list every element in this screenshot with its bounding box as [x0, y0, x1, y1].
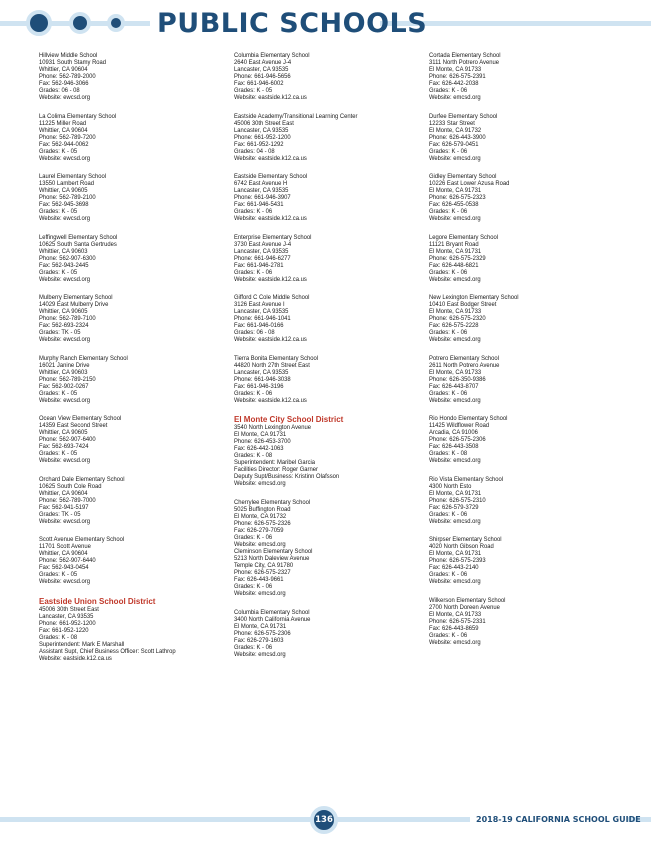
entry-line: Website: eastside.k12.ca.us: [39, 654, 112, 662]
entry-line: Fax: 626-443-8659: [429, 624, 479, 632]
entry-line: 6742 East Avenue H: [234, 180, 288, 188]
entry-line: 5025 Buffington Road: [234, 505, 291, 513]
entry-line: 3540 North Lexington Avenue: [234, 424, 312, 432]
entry-line: Website: ewcsd.org: [39, 154, 91, 162]
entry-line: Cherrylee Elementary School: [234, 498, 311, 506]
entry-line: Gidley Elementary School: [429, 173, 497, 181]
school-entry: [39, 536, 234, 585]
page-number: 136: [315, 815, 333, 825]
entry-line: Fax: 626-443-2140: [429, 564, 479, 572]
school-entry: [234, 52, 429, 101]
entry-line: Grades: K - 08: [429, 450, 468, 458]
entry-line: Ocean View Elementary School: [39, 415, 122, 423]
entry-line: Whittier, CA 90603: [39, 368, 88, 376]
entry-line: Website: ewcsd.org: [39, 578, 91, 586]
entry-line: Leffingwell Elementary School: [39, 233, 118, 241]
entry-line: Whittier, CA 90604: [39, 126, 88, 134]
entry-line: Grades: K - 06: [429, 268, 468, 276]
entry-line: 11701 Scott Avenue: [39, 543, 91, 551]
entry-line: Grades: K - 06: [234, 583, 273, 591]
entry-line: 44820 North 27th Street East: [234, 361, 310, 369]
entry-line: Website: emcsd.org: [429, 578, 481, 586]
entry-line: Potrero Elementary School: [429, 354, 499, 362]
entry-line: Lancaster, CA 93535: [234, 66, 289, 74]
header-dot-medium: [69, 12, 91, 34]
entry-line: Fax: 661-946-0166: [234, 322, 284, 330]
entry-line: Phone: 562-907-6400: [39, 436, 96, 444]
school-entry: [429, 113, 624, 162]
entry-line: Website: eastside.k12.ca.us: [234, 154, 307, 162]
entry-line: Arcadia, CA 91006: [429, 429, 478, 437]
entry-line: 10410 East Bodger Street: [429, 301, 497, 309]
school-entry: [234, 234, 429, 283]
entry-line: Phone: 626-575-2391: [429, 73, 486, 81]
entry-line: Phone: 661-946-3038: [234, 375, 291, 383]
entry-line: Scott Avenue Elementary School: [39, 536, 125, 544]
entry-line: Phone: 562-907-6440: [39, 557, 96, 565]
entry-line: Website: ewcsd.org: [39, 396, 91, 404]
entry-line: Phone: 626-350-9386: [429, 375, 486, 383]
entry-line: El Monte, CA 91731: [429, 550, 482, 558]
entry-line: Cortada Elementary School: [429, 52, 501, 59]
entry-line: Website: ewcsd.org: [39, 336, 91, 344]
entry-line: Legore Elementary School: [429, 233, 499, 241]
entry-line: Phone: 626-575-2310: [429, 496, 486, 504]
entry-line: Fax: 626-579-0451: [429, 140, 479, 148]
school-entry: [234, 294, 429, 343]
entry-line: Phone: 626-575-2306: [429, 436, 486, 444]
entry-line: Deputy Supt/Business: Kristinn Olafsson: [234, 473, 340, 481]
entry-line: Website: emcsd.org: [429, 457, 481, 465]
entry-line: Phone: 661-946-6277: [234, 254, 291, 262]
entry-line: Grades: K - 06: [429, 571, 468, 579]
school-entry: [39, 294, 234, 343]
entry-line: Fax: 626-279-1603: [234, 636, 284, 644]
entry-line: Fax: 562-943-2445: [39, 261, 89, 269]
entry-line: Rio Vista Elementary School: [429, 475, 504, 483]
entry-line: Phone: 626-575-2327: [234, 569, 291, 577]
entry-line: Phone: 626-575-2323: [429, 194, 486, 202]
entry-line: Grades: K - 06: [429, 631, 468, 639]
entry-line: Lancaster, CA 93535: [234, 368, 289, 376]
entry-line: Eastside Academy/Transitional Learning Center: [234, 112, 358, 120]
entry-line: Grades: K - 06: [234, 389, 273, 397]
entry-line: Durfee Elementary School: [429, 112, 498, 120]
entry-line: 11121 Bryant Road: [429, 240, 479, 248]
entry-line: Phone: 562-789-7000: [39, 496, 96, 504]
entry-line: Fax: 562-945-3698: [39, 201, 89, 209]
entry-line: Website: emcsd.org: [429, 154, 481, 162]
entry-line: Fax: 626-579-3729: [429, 503, 479, 511]
entry-line: Fax: 626-279-7059: [234, 526, 284, 534]
entry-line: Website: emcsd.org: [429, 396, 481, 404]
school-entry: [39, 173, 234, 222]
entry-line: Shirpser Elementary School: [429, 536, 502, 544]
entry-line: Rio Hondo Elementary School: [429, 415, 508, 423]
entry-line: Fax: 562-693-2324: [39, 322, 89, 330]
entry-line: 2700 North Doreen Avenue: [429, 603, 500, 611]
entry-line: Grades: TK - 05: [39, 329, 81, 337]
entry-line: Website: ewcsd.org: [39, 517, 91, 525]
entry-line: 11225 Miller Road: [39, 119, 87, 127]
entry-line: Lancaster, CA 93535: [234, 308, 289, 316]
entry-line: Fax: 626-442-2038: [429, 80, 479, 88]
entry-line: Fax: 562-943-0454: [39, 564, 89, 572]
entry-line: Website: eastside.k12.ca.us: [234, 336, 307, 344]
entry-line: Phone: 562-789-7100: [39, 315, 96, 323]
school-entry: [429, 52, 624, 101]
entry-line: Grades: K - 06: [429, 510, 468, 518]
entry-line: El Monte, CA 91731: [234, 622, 287, 630]
entry-line: Website: emcsd.org: [429, 517, 481, 525]
entry-line: Grades: K - 08: [234, 452, 273, 460]
entry-line: 10226 East Lower Azusa Road: [429, 180, 510, 188]
directory-column-1: [39, 52, 234, 673]
entry-line: Website: eastside.k12.ca.us: [234, 215, 307, 223]
header-dot-large: [26, 10, 52, 36]
entry-line: El Monte, CA 91731: [429, 187, 482, 195]
entry-line: Phone: 626-575-2306: [234, 629, 291, 637]
entry-line: Fax: 626-443-8707: [429, 382, 479, 390]
entry-line: Grades: K - 06: [234, 643, 273, 651]
entry-line: 14359 East Second Street: [39, 422, 108, 430]
entry-line: 45006 30th Street East: [39, 605, 99, 613]
entry-line: Phone: 661-952-1200: [39, 619, 96, 627]
school-entry: [234, 609, 429, 658]
entry-line: Website: ewcsd.org: [39, 215, 91, 223]
entry-line: Wilkerson Elementary School: [429, 596, 506, 604]
entry-line: 16021 Janine Drive: [39, 361, 90, 369]
entry-line: Fax: 661-946-6002: [234, 80, 284, 88]
entry-line: Phone: 562-789-7200: [39, 133, 96, 141]
entry-line: Lancaster, CA 93535: [234, 126, 289, 134]
entry-line: Website: eastside.k12.ca.us: [234, 396, 307, 404]
entry-line: Phone: 626-575-2320: [429, 315, 486, 323]
school-entry: [39, 113, 234, 162]
entry-line: Grades: 06 - 08: [39, 87, 80, 95]
entry-line: 5213 North Daleview Avenue: [234, 555, 310, 563]
entry-line: Grades: K - 05: [39, 208, 78, 216]
entry-line: Murphy Ranch Elementary School: [39, 354, 128, 362]
entry-line: Grades: K - 08: [39, 633, 78, 641]
entry-line: Website: ewcsd.org: [39, 275, 91, 283]
entry-line: Fax: 661-952-1292: [234, 140, 284, 148]
entry-line: Fax: 661-946-2781: [234, 261, 284, 269]
entry-line: Hillview Middle School: [39, 52, 98, 59]
entry-line: New Lexington Elementary School: [429, 294, 519, 302]
entry-line: Grades: K - 06: [234, 208, 273, 216]
entry-line: Columbia Elementary School: [234, 608, 310, 616]
entry-line: Phone: 626-443-3900: [429, 133, 486, 141]
entry-line: Temple City, CA 91780: [234, 562, 294, 570]
entry-line: Grades: K - 05: [234, 87, 273, 95]
school-entry: [429, 415, 624, 464]
entry-line: Mulberry Elementary School: [39, 294, 113, 302]
entry-line: Eastside Elementary School: [234, 173, 308, 181]
school-entry: [234, 355, 429, 404]
entry-line: Website: eastside.k12.ca.us: [234, 94, 307, 102]
entry-line: Orchard Dale Elementary School: [39, 475, 125, 483]
school-entry: [429, 536, 624, 585]
entry-line: Whittier, CA 90604: [39, 550, 88, 558]
entry-line: Whittier, CA 90605: [39, 429, 88, 437]
entry-line: 45006 30th Street East: [234, 119, 294, 127]
district-name: Eastside Union School District: [39, 596, 156, 606]
header-dot-small: [107, 14, 125, 32]
entry-line: Fax: 562-693-7424: [39, 443, 89, 451]
school-entry: [429, 597, 624, 646]
entry-line: 10931 South Stamy Road: [39, 59, 107, 67]
entry-line: Website: emcsd.org: [429, 94, 481, 102]
entry-line: Fax: 626-575-2228: [429, 322, 479, 330]
entry-line: 3126 East Avenue I: [234, 301, 285, 309]
entry-line: Whittier, CA 90604: [39, 489, 88, 497]
entry-line: Website: ewcsd.org: [39, 457, 91, 465]
school-entry: [429, 355, 624, 404]
entry-line: Fax: 661-946-5431: [234, 201, 284, 209]
entry-line: Tierra Bonita Elementary School: [234, 354, 319, 362]
entry-line: 2611 North Potrero Avenue: [429, 361, 500, 369]
entry-line: Website: emcsd.org: [429, 215, 481, 223]
school-entry: [39, 52, 234, 101]
entry-line: El Monte, CA 91733: [429, 610, 482, 618]
entry-line: Lancaster, CA 93535: [234, 187, 289, 195]
entry-line: Phone: 626-575-2393: [429, 557, 486, 565]
entry-line: Phone: 661-946-5656: [234, 73, 291, 81]
entry-line: El Monte, CA 91731: [234, 431, 287, 439]
entry-line: Lancaster, CA 93535: [39, 612, 94, 620]
entry-line: Grades: K - 06: [234, 533, 273, 541]
entry-line: Fax: 562-902-0267: [39, 382, 89, 390]
school-entry: [39, 476, 234, 525]
entry-line: Lancaster, CA 93535: [234, 247, 289, 255]
school-entry: [234, 173, 429, 222]
entry-line: Grades: K - 06: [234, 268, 273, 276]
entry-line: 3400 North California Avenue: [234, 615, 311, 623]
page-title: PUBLIC SCHOOLS: [157, 8, 428, 39]
entry-line: Grades: K - 06: [429, 147, 468, 155]
entry-line: Grades: K - 05: [39, 571, 78, 579]
entry-line: Gifford C Cole Middle School: [234, 294, 310, 302]
entry-line: Phone: 661-946-3907: [234, 194, 291, 202]
entry-line: 4300 North Esto: [429, 482, 472, 490]
school-entry: [39, 415, 234, 464]
district-entry: [234, 415, 429, 487]
entry-line: Phone: 661-952-1200: [234, 133, 291, 141]
entry-line: Website: emcsd.org: [429, 638, 481, 646]
entry-line: 14029 East Mulberry Drive: [39, 301, 109, 309]
entry-line: Fax: 562-946-3066: [39, 80, 89, 88]
entry-line: El Monte, CA 91731: [429, 247, 482, 255]
entry-line: Grades: K - 05: [39, 450, 78, 458]
entry-line: Phone: 626-575-2326: [234, 519, 291, 527]
entry-line: Enterprise Elementary School: [234, 233, 312, 241]
entry-line: Phone: 562-907-6300: [39, 254, 96, 262]
entry-line: Fax: 562-944-0062: [39, 140, 89, 148]
entry-line: Grades: K - 05: [39, 268, 78, 276]
entry-line: Fax: 661-952-1220: [39, 626, 89, 634]
entry-line: Website: emcsd.org: [234, 480, 286, 488]
entry-line: El Monte, CA 91732: [429, 126, 482, 134]
entry-line: 10625 South Cole Road: [39, 482, 102, 490]
school-entry: [429, 476, 624, 525]
entry-line: 10625 South Santa Gertrudes: [39, 240, 117, 248]
entry-line: Fax: 562-941-5197: [39, 503, 89, 511]
entry-line: Phone: 562-789-2100: [39, 194, 96, 202]
district-entry: [39, 597, 234, 662]
entry-line: Fax: 626-443-3508: [429, 443, 479, 451]
entry-line: Fax: 626-443-9661: [234, 576, 284, 584]
entry-line: Website: eastside.k12.ca.us: [234, 275, 307, 283]
entry-line: Fax: 626-448-6821: [429, 261, 479, 269]
school-entry: [429, 294, 624, 343]
entry-line: 12233 Star Street: [429, 119, 475, 127]
entry-line: Fax: 626-442-1063: [234, 445, 284, 453]
entry-line: Phone: 626-575-2331: [429, 617, 486, 625]
entry-line: Fax: 626-455-0538: [429, 201, 479, 209]
guide-title: 2018-19 CALIFORNIA SCHOOL GUIDE: [476, 815, 641, 824]
entry-line: El Monte, CA 91733: [429, 368, 482, 376]
entry-line: Whittier, CA 90605: [39, 187, 88, 195]
entry-line: Grades: 04 - 08: [234, 147, 275, 155]
entry-line: Superintendent: Mark E Marshall: [39, 640, 125, 648]
entry-line: Website: ewcsd.org: [39, 94, 91, 102]
entry-line: El Monte, CA 91733: [429, 308, 482, 316]
entry-line: El Monte, CA 91731: [429, 489, 482, 497]
entry-line: Columbia Elementary School: [234, 52, 310, 59]
school-entry: [234, 499, 429, 598]
entry-line: Grades: K - 06: [429, 208, 468, 216]
entry-line: Whittier, CA 90605: [39, 308, 88, 316]
entry-line: Laurel Elementary School: [39, 173, 107, 181]
entry-line: Fax: 661-946-3196: [234, 382, 284, 390]
entry-line: Phone: 626-575-2329: [429, 254, 486, 262]
entry-line: Facilities Director: Roger Garner: [234, 466, 318, 474]
entry-line: Phone: 661-946-1041: [234, 315, 291, 323]
school-entry: [429, 234, 624, 283]
entry-line: Website: emcsd.org: [429, 336, 481, 344]
school-entry: [39, 355, 234, 404]
entry-line: 2640 East Avenue J-4: [234, 59, 292, 67]
entry-line: 3730 East Avenue J-4: [234, 240, 292, 248]
entry-line: Website: emcsd.org: [234, 540, 286, 548]
entry-line: Phone: 562-789-2150: [39, 375, 96, 383]
entry-line: El Monte, CA 91732: [234, 512, 287, 520]
entry-line: Website: emcsd.org: [234, 590, 286, 598]
school-entry: [39, 234, 234, 283]
entry-line: Phone: 562-789-2000: [39, 73, 96, 81]
entry-line: Whittier, CA 90603: [39, 247, 88, 255]
entry-line: Grades: K - 06: [429, 329, 468, 337]
directory-column-2: [234, 52, 429, 669]
entry-line: Cleminson Elementary School: [234, 548, 313, 556]
entry-line: Grades: K - 05: [39, 147, 78, 155]
entry-line: Website: emcsd.org: [429, 275, 481, 283]
entry-line: Assistant Supt, Chief Business Officer: Scott Lathrop: [39, 647, 176, 655]
entry-line: 3111 North Potrero Avenue: [429, 59, 499, 67]
school-entry: [429, 173, 624, 222]
entry-line: El Monte, CA 91733: [429, 66, 482, 74]
entry-line: Grades: K - 06: [429, 389, 468, 397]
directory-column-3: [429, 52, 624, 657]
entry-line: Whittier, CA 90604: [39, 66, 88, 74]
entry-line: Phone: 626-453-3700: [234, 438, 291, 446]
entry-line: 13550 Lambert Road: [39, 180, 95, 188]
entry-line: Superintendent: Maribel Garcia: [234, 459, 316, 467]
entry-line: Grades: 06 - 08: [234, 329, 275, 337]
entry-line: 4020 North Gibson Road: [429, 543, 494, 551]
school-entry: [234, 113, 429, 162]
entry-line: Grades: K - 05: [39, 389, 78, 397]
entry-line: La Colima Elementary School: [39, 112, 117, 120]
entry-line: 11425 Wildflower Road: [429, 422, 490, 430]
district-name: El Monte City School District: [234, 415, 344, 425]
entry-line: Grades: K - 06: [429, 87, 468, 95]
entry-line: Website: emcsd.org: [234, 650, 286, 658]
entry-line: Grades: TK - 05: [39, 510, 81, 518]
